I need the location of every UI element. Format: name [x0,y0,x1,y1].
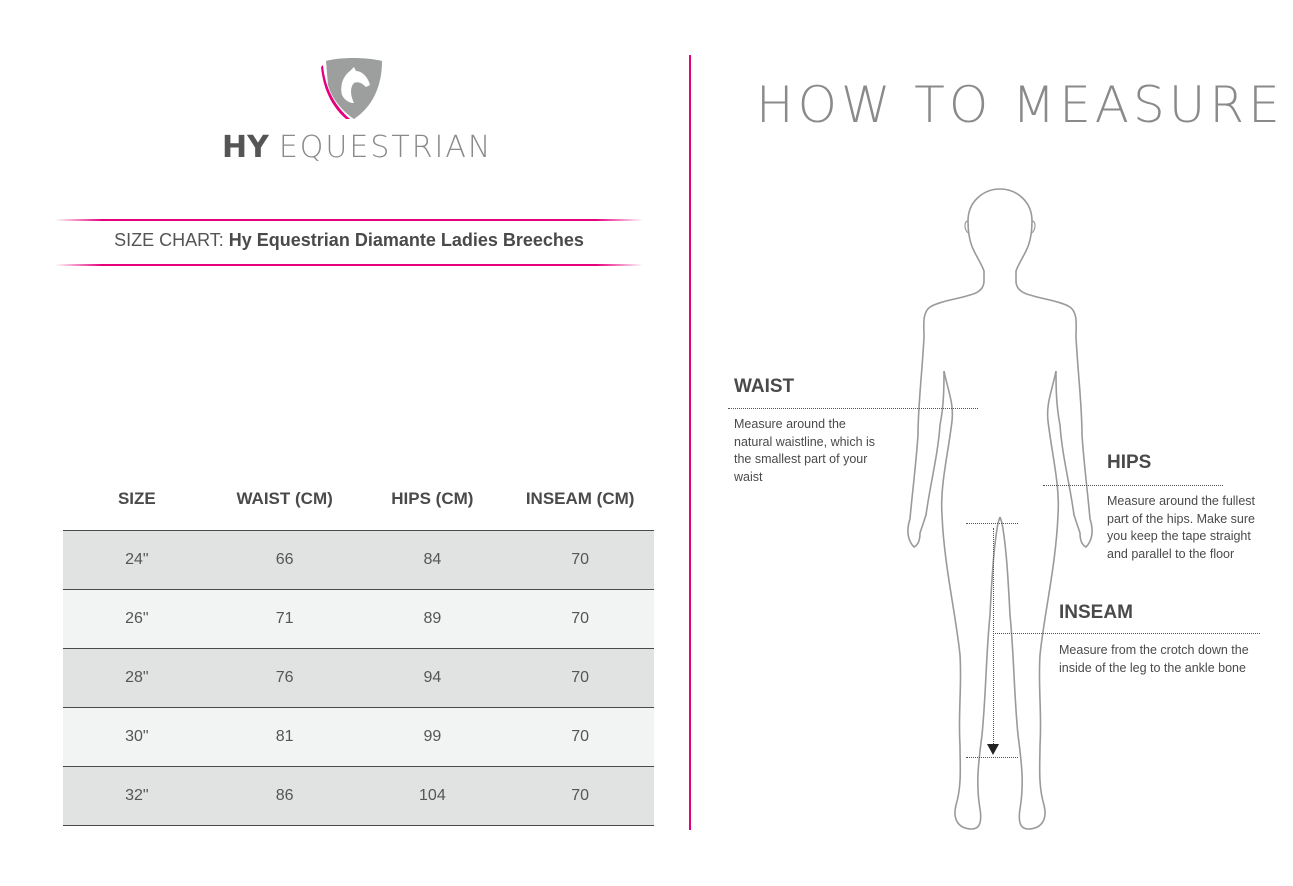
table-header [63,468,654,530]
page-title [55,230,643,251]
arrow-down-icon [987,744,999,756]
header-size: SIZE [117,489,156,508]
table-body [63,530,654,826]
ankle-mark-line [966,757,1018,758]
size-table [63,468,654,826]
inseam-title: INSEAM [1059,602,1133,623]
table-row [63,531,654,590]
brand-wordmark [222,130,492,165]
header-inseam: INSEAM (CM) [525,489,635,508]
title-product: Hy Equestrian Diamante Ladies Breeches [228,230,584,250]
body-silhouette-icon [900,185,1100,835]
vertical-divider [689,55,691,830]
title-prefix: SIZE CHART: [114,230,224,250]
cell-size: 24" [125,551,149,568]
inseam-line [993,633,1260,634]
cell-inseam: 70 [571,610,590,627]
cell-size: 26" [125,610,149,627]
how-to-measure-heading: HOW TO MEASURE [756,76,1284,134]
header-hips: HIPS (CM) [391,489,474,508]
brand-hy: HY [222,130,269,165]
cell-hips: 94 [423,669,442,686]
waist-description: Measure around the natural waistline, which is the smallest part of your waist [734,417,876,484]
cell-hips: 89 [423,610,442,627]
cell-hips: 104 [419,787,446,804]
cell-waist: 71 [275,610,294,627]
cell-inseam: 70 [571,728,590,745]
cell-waist: 86 [275,787,294,804]
cell-inseam: 70 [571,669,590,686]
cell-inseam: 70 [571,787,590,804]
cell-hips: 99 [423,728,442,745]
cell-waist: 66 [275,551,294,568]
cell-waist: 81 [275,728,294,745]
cell-size: 32" [125,787,149,804]
title-rule-top [55,219,643,221]
crotch-mark-line [966,523,1018,524]
cell-size: 30" [125,728,149,745]
cell-waist: 76 [275,669,294,686]
table-row [63,767,654,826]
waist-title: WAIST [734,376,795,397]
table-row [63,708,654,767]
title-rule-bottom [55,264,643,266]
hips-title: HIPS [1107,452,1152,473]
header-waist: WAIST (CM) [236,489,333,508]
hips-description: Measure around the fullest part of the hips. Make sure you keep the tape straight and parallel to the floor [1107,494,1256,561]
table-row [63,590,654,649]
hips-line [1043,485,1223,486]
brand-name: EQUESTRIAN [278,130,493,165]
table-row [63,649,654,708]
cell-hips: 84 [423,551,442,568]
inseam-description: Measure from the crotch down the inside of the leg to the ankle bone [1059,643,1249,675]
inseam-measure-line [993,528,994,750]
cell-size: 28" [125,669,149,686]
cell-inseam: 70 [571,551,590,568]
horse-shield-logo-icon [320,57,386,123]
waist-line [728,408,978,409]
